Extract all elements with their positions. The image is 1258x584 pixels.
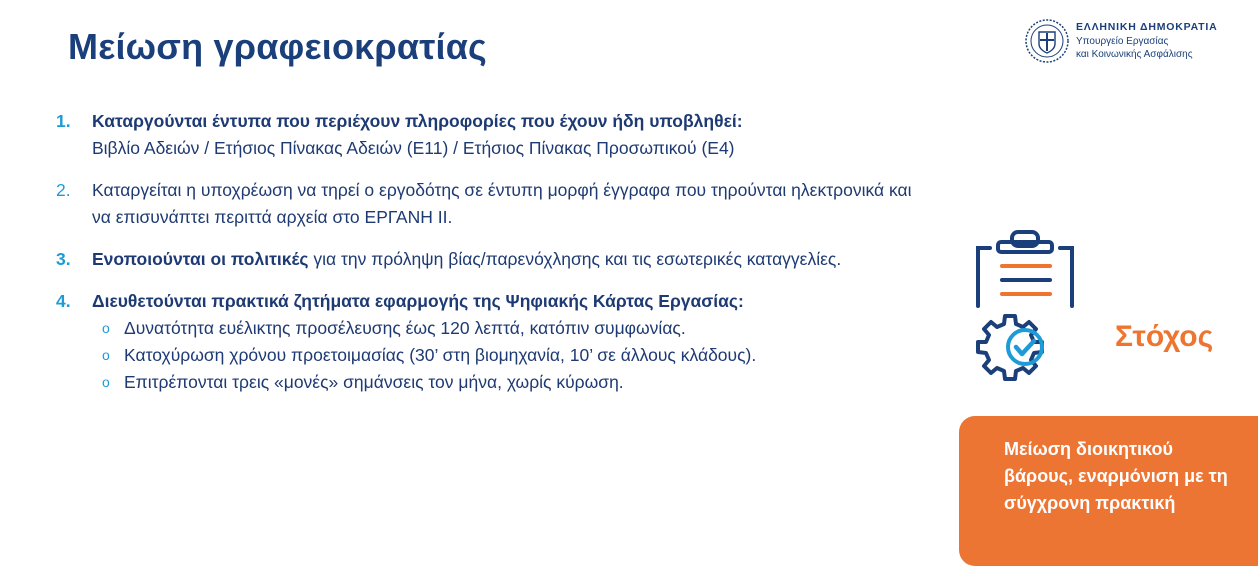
logo-line-ministry: Υπουργείο Εργασίας: [1076, 36, 1169, 47]
sub-list-item: [92, 342, 916, 369]
list-item: [56, 177, 916, 231]
list-item: [56, 288, 916, 396]
sub-list: [92, 315, 916, 396]
measures-list: [56, 108, 916, 396]
sub-item-text: Δυνατότητα ευέλικτης προσέλευσης έως 120 λεπτά, κατόπιν συμφωνίας.: [124, 318, 686, 338]
goal-label: Στόχος: [1115, 320, 1214, 353]
item-number: 3.: [56, 249, 71, 269]
item-text: Καταργείται η υποχρέωση να τηρεί ο εργοδότης σε έντυπη μορφή έγγραφα που τηρούνται ηλεκτρονικά και να επισυνάπτει περιττά αρχεία στο ΕΡΓΑΝΗ ΙΙ.: [92, 180, 912, 227]
list-item: [56, 108, 916, 162]
logo-line-ministry-2: και Κοινωνικής Ασφάλισης: [1076, 49, 1193, 60]
sub-list-item: [92, 315, 916, 342]
sub-bullet: o: [102, 374, 110, 390]
greek-emblem-icon: [1024, 18, 1070, 64]
ministry-logo: [1024, 18, 1234, 68]
item-heading: Ενοποιούνται οι πολιτικές: [92, 249, 309, 269]
item-number: 2.: [56, 180, 71, 200]
logo-line-country: ΕΛΛΗΝΙΚΗ ΔΗΜΟΚΡΑΤΙΑ: [1076, 21, 1218, 33]
item-heading: Διευθετούνται πρακτικά ζητήματα εφαρμογής της Ψηφιακής Κάρτας Εργασίας:: [92, 291, 744, 311]
sub-bullet: o: [102, 320, 110, 336]
page-title: Μείωση γραφειοκρατίας: [68, 26, 487, 67]
item-heading: Καταργούνται έντυπα που περιέχουν πληροφορίες που έχουν ήδη υποβληθεί:: [92, 111, 743, 131]
sub-bullet: o: [102, 347, 110, 363]
list-item: [56, 246, 916, 273]
goal-text: Μείωση διοικητικού βάρους, εναρμόνιση με τη σύγχρονη πρακτική: [1004, 439, 1228, 513]
item-text: Βιβλίο Αδειών / Ετήσιος Πίνακας Αδειών (Ε11) / Ετήσιος Πίνακας Προσωπικού (Ε4): [92, 138, 735, 158]
sub-item-text: Επιτρέπονται τρεις «μονές» σημάνσεις τον μήνα, χωρίς κύρωση.: [124, 372, 624, 392]
sub-item-text: Κατοχύρωση χρόνου προετοιμασίας (30’ στη βιομηχανία, 10’ σε άλλους κλάδους).: [124, 345, 757, 365]
item-text: για την πρόληψη βίας/παρενόχλησης και τις εσωτερικές καταγγελίες.: [308, 249, 842, 269]
clipboard-gear-check-icon: [970, 230, 1080, 390]
goal-box: [959, 416, 1258, 566]
sub-list-item: [92, 369, 916, 396]
item-number: 4.: [56, 291, 71, 311]
item-number: 1.: [56, 111, 71, 131]
